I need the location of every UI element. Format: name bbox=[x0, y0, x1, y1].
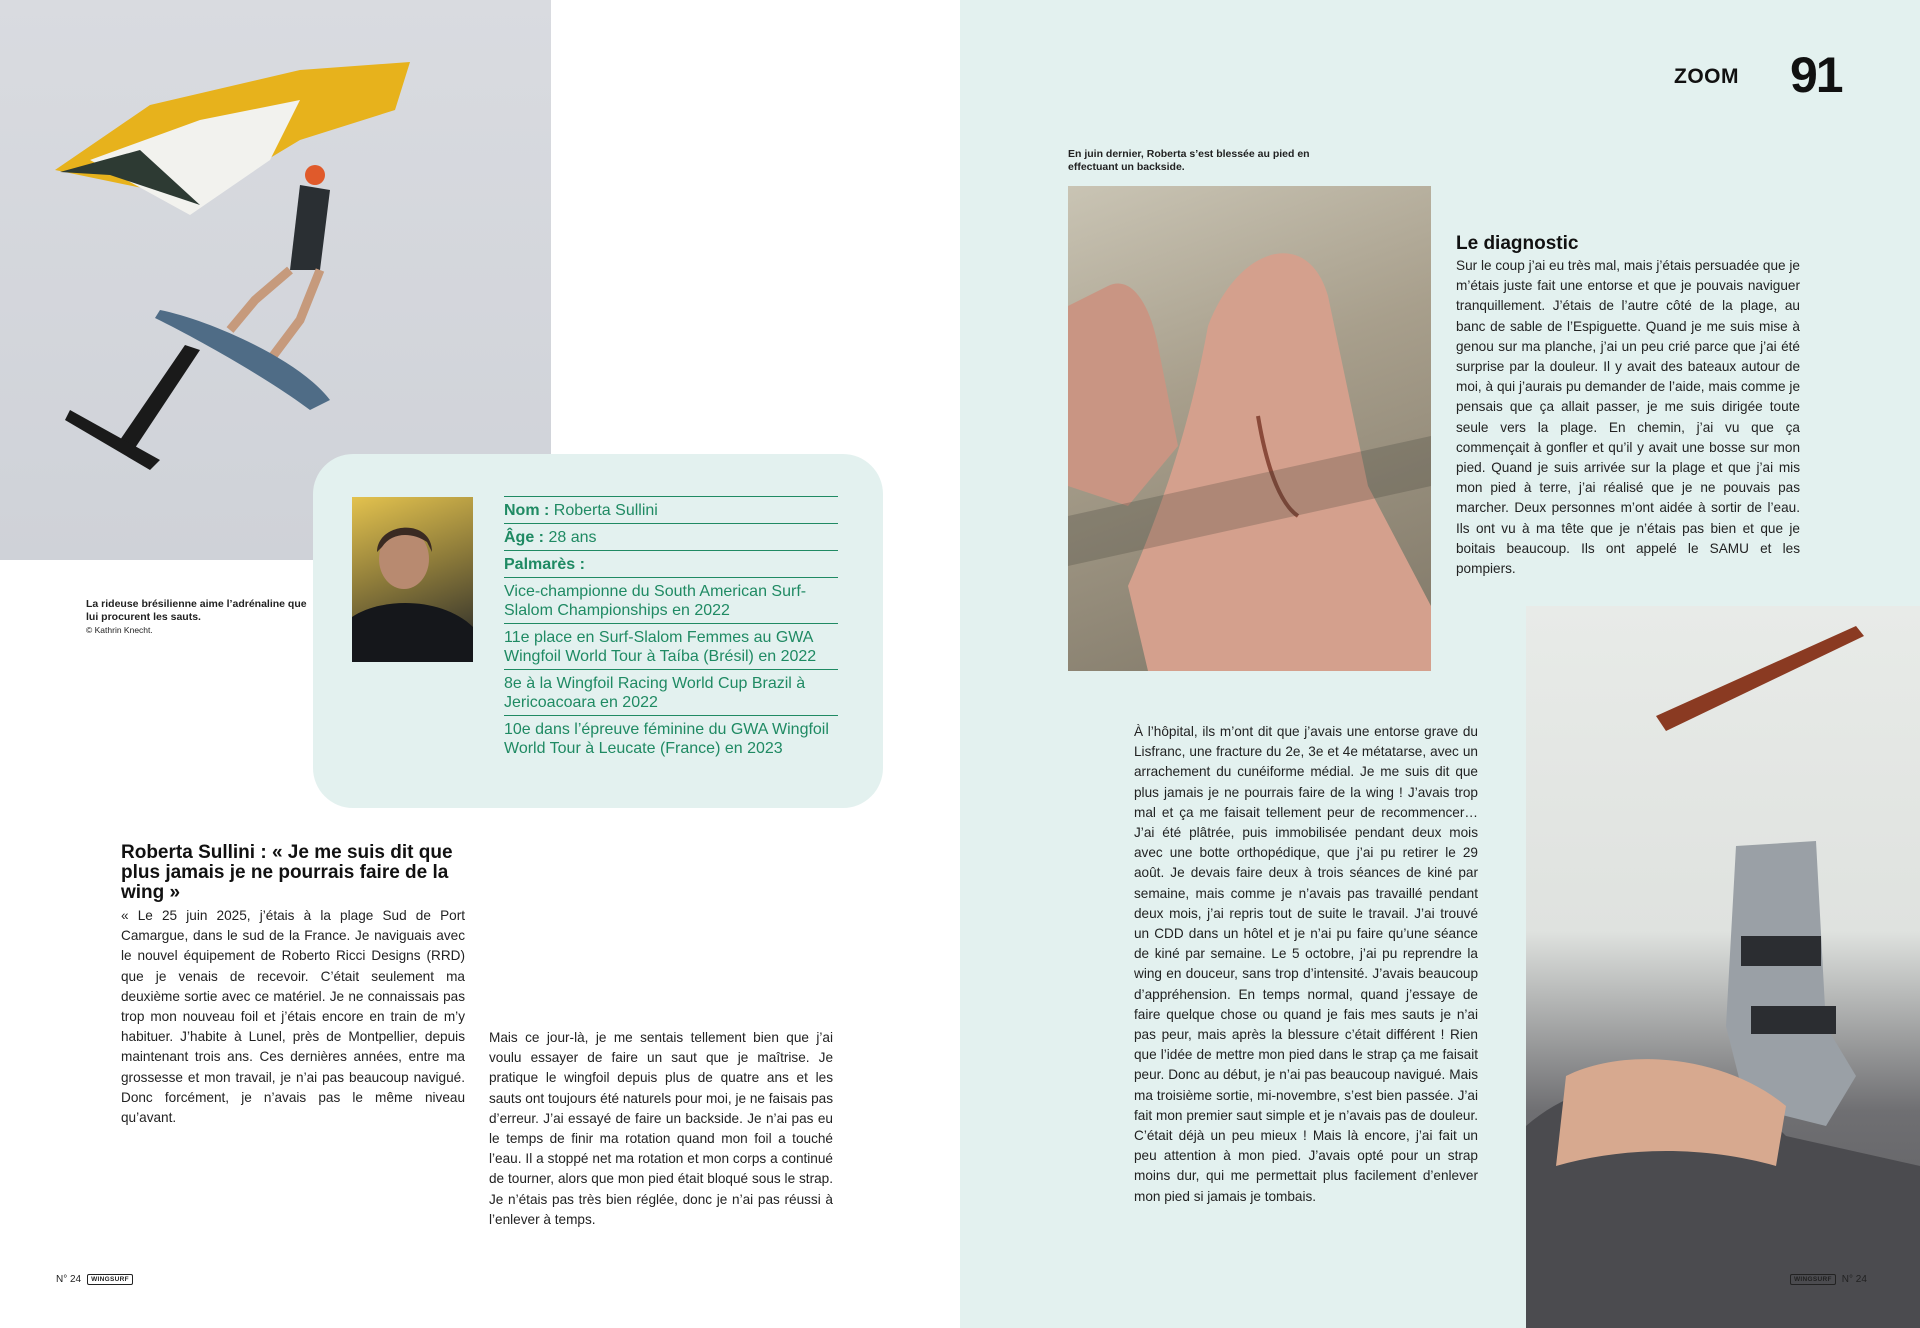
article-headline: Roberta Sullini : « Je me suis dit que plus jamais je ne pourrais faire de la wing » bbox=[121, 842, 453, 903]
age-label: Âge : bbox=[504, 529, 544, 546]
orthopedic-boot-photo bbox=[1526, 606, 1920, 1328]
magazine-logo: WINGSURF bbox=[87, 1274, 133, 1285]
record-item: 11e place en Surf-Slalom Femmes au GWA Wingfoil World Tour à Taíba (Brésil) en 2022 bbox=[504, 623, 838, 669]
magazine-logo: WINGSURF bbox=[1790, 1274, 1836, 1285]
issue-number: N° 24 bbox=[1841, 1274, 1867, 1285]
record-label: Palmarès : bbox=[504, 556, 585, 573]
diagnostic-subhead: Le diagnostic bbox=[1456, 233, 1579, 254]
article-body-column-2: Mais ce jour-là, je me sentais tellement bien que j’ai voulu essayer de faire un saut que je maîtrise. Je pratique le wingfoil depuis plus de quatre ans et les sauts ont toujours été naturels pour moi, je ne faisais pas d’erreur. J’ai essayé de faire un backside. Je n’ai pas eu le temps de finir ma rotation quand mon foil a touché l’eau. Il a stoppé net ma rotation et mon corps a continué de tourner, alors que mon pied était bloqué sous le strap. Je n’étais pas très bien réglée, donc je n’ai pas réussi à l’enlever à temps. bbox=[489, 1030, 833, 1227]
article-body-column-1: « Le 25 juin 2025, j’étais à la plage Sud de Port Camargue, dans le sud de la France. Je naviguais avec le nouvel équipement de Roberto Ricci Designs (RRD) que je venais de recevoir. C’était seulement ma deuxième sortie avec ce matériel. Je ne connaissais pas trop mon nouveau foil et j’étais encore en train de m’y habituer. J’habite à Lunel, près de Montpellier, depuis maintenant trois ans. Ces dernières années, entre ma grossesse et mon travail, je n’ai pas beaucoup navigué. Donc forcément, je n’avais pas le même niveau qu’avant. bbox=[121, 908, 465, 1126]
profile-age-row bbox=[504, 523, 838, 550]
age-value: 28 ans bbox=[548, 529, 597, 546]
portrait-illustration bbox=[352, 497, 473, 662]
orthopedic-boot-illustration bbox=[1526, 606, 1920, 1328]
left-folio bbox=[56, 1274, 133, 1285]
foot-photo-caption: En juin dernier, Roberta s’est blessée au pied en effectuant un backside. bbox=[1068, 148, 1310, 173]
jump-photo-credit: © Kathrin Knecht. bbox=[86, 625, 153, 635]
record-item: Vice-championne du South American Surf-Slalom Championships en 2022 bbox=[504, 577, 838, 623]
injured-foot-photo bbox=[1068, 186, 1431, 671]
injured-foot-illustration bbox=[1068, 186, 1431, 671]
record-item: 10e dans l’épreuve féminine du GWA Wingfoil World Tour à Leucate (France) en 2023 bbox=[504, 715, 838, 761]
diagnostic-body: Sur le coup j’ai eu très mal, mais j’étais persuadée que je m’étais juste fait une entorse et que je pouvais naviguer tranquillement. J’étais de l’autre côté de la plage, au banc de sable de l’Espiguette. Quand je me suis mise à genou sur ma planche, j’ai un peu crié parce que j’ai été surprise par la douleur. Il y avait des bateaux autour de moi, à qui j’aurais pu demander de l’aide, mais comme je pensais que ça allait passer, je me suis dirigée toute seule vers la plage. En chemin, j’ai vu que ça commençait à gonfler et qu’il y avait une bosse sur mon pied. Quand je suis arrivée sur la plage et que j’ai mis mon pied à terre, j’ai réalisé que je ne pouvais pas marcher. Deux personnes m’ont aidée à sortir de l’eau. Ils ont vu à ma tête que je n’étais pas bien et que je boitais beaucoup. Ils ont appelé le SAMU et les pompiers. bbox=[1456, 258, 1800, 577]
profile-facts bbox=[504, 496, 838, 761]
name-label: Nom : bbox=[504, 502, 550, 519]
hospital-body: À l’hôpital, ils m’ont dit que j’avais une entorse grave du Lisfranc, une fracture du 2e, 3e et 4e métatarse, avec un arrachement du cunéiforme médial. Je me suis dit que plus jamais je ne pourrais faire de la wing ! J’avais trop mal et ça me faisait tellement peur de recommencer… J’ai été plâtrée, puis immobilisée pendant deux mois avec une botte orthopédique, que j’ai pu retirer le 29 août. Je devais faire deux à trois séances de kiné par semaine, mais comme je n’avais pas travaillé pendant deux mois, j’ai repris tout de suite le travail. J’ai trouvé un CDD dans un hôtel et je n’ai pu faire qu’une séance de kiné par semaine. Le 5 octobre, j’ai pu reprendre la wing en douceur, sans trop d’intensité. J’avais beaucoup d’appréhension. En temps normal, quand j’essaye de faire quelque chose ou quand je fais mes sauts je n’ai pas peur, mais après la blessure c’était différent ! Rien que l’idée de mettre mon pied dans le strap ça me faisait peur. Donc au début, je n’ai pas beaucoup navigué. Mais ma troisième sortie, mi-novembre, s’est bien passée. J’ai fait mon premier saut simple et je n’avais pas de douleur. C’était déjà un peu mieux ! Mais là encore, j’ai fait un peu attention à mon pied. J’avais opté pour un strap moins dur, qui me permettait plus facilement d’enlever mon pied si jamais je tombais. bbox=[1134, 724, 1478, 1204]
jump-caption-text: La rideuse brésilienne aime l’adrénaline que lui procurent les sauts. bbox=[86, 598, 307, 623]
jump-photo-caption bbox=[86, 598, 316, 637]
right-folio bbox=[1790, 1274, 1867, 1285]
record-item: 8e à la Wingfoil Racing World Cup Brazil à Jericoacoara en 2022 bbox=[504, 669, 838, 715]
page-number: 91 bbox=[1790, 47, 1842, 103]
section-label: ZOOM bbox=[1674, 65, 1739, 88]
profile-record-heading bbox=[504, 550, 838, 577]
issue-number: N° 24 bbox=[56, 1274, 82, 1285]
name-value: Roberta Sullini bbox=[553, 502, 658, 519]
profile-name-row bbox=[504, 496, 838, 523]
roberta-portrait-photo bbox=[352, 497, 473, 662]
